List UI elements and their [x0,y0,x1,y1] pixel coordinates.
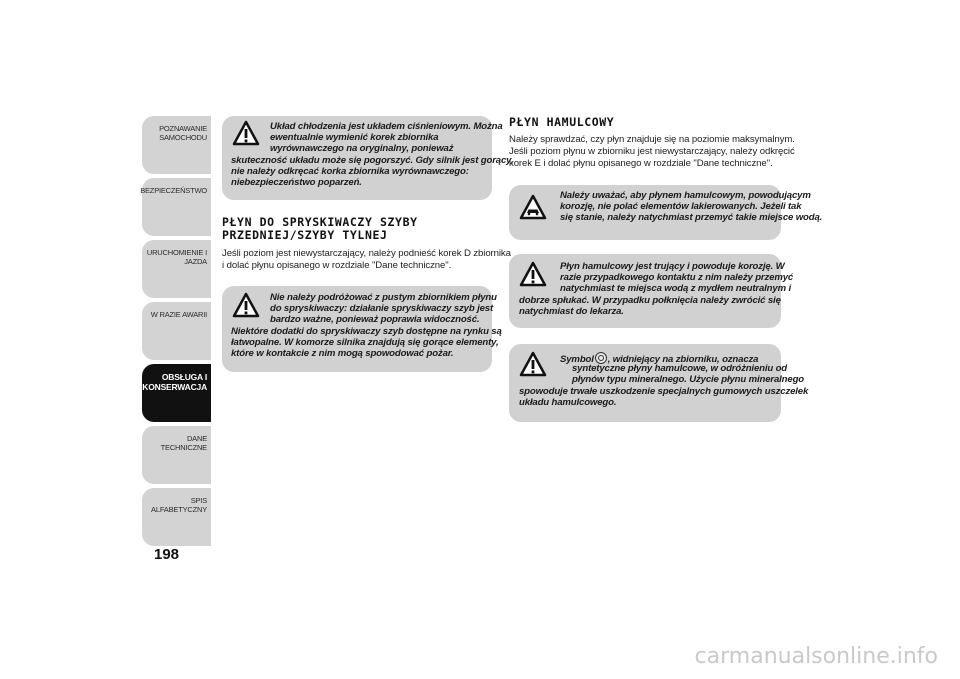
warning-line: skuteczność układu może się pogorszyć. Gdy silnik jest gorący, [231,155,514,166]
body-paragraph: Należy sprawdzać, czy płyn znajduje się na poziomie maksymalnym. [509,134,795,145]
tab-bezpieczenstwo[interactable] [142,178,211,236]
car-paint-warning-icon [519,194,547,220]
section-heading-brake-fluid: PŁYN HAMULCOWY [509,115,615,129]
warning-triangle-icon [232,292,260,318]
warning-line: Układ chłodzenia jest układem ciśnieniowym. Można [270,121,503,132]
warning-line: natychmiast do lekarza. [519,306,624,317]
tab-label: DANE TECHNICZNE [160,434,207,452]
warning-line: niebezpieczeństwo poparzeń. [231,177,362,188]
tab-spis-alfabetyczny[interactable] [142,488,211,546]
tab-label: URUCHOMIENIE I JAZDA [146,248,207,266]
tab-w-razie-awarii[interactable] [142,302,211,360]
warning-line: które w kontakcie z nim mogą spowodować pożar. [231,348,454,359]
note-line: korozję, nie polać elementów lakierowanych. Jeżeli tak [560,201,802,212]
tab-poznawanie-samochodu[interactable] [142,116,211,174]
tab-dane-techniczne[interactable] [142,426,211,484]
tab-label: W RAZIE AWARII [150,310,207,319]
note-line: się stanie, należy natychmiast przemyć takie miejsce wodą. [560,212,823,223]
body-paragraph: i dolać płynu opisanego w rozdziale "Dane techniczne". [222,260,452,271]
warning-line: płynów typu mineralnego. Użycie płynu mineralnego [572,374,805,385]
warning-line: dobrze spłukać. W przypadku połknięcia należy zwrócić się [519,295,781,306]
warning-line: Niektóre dodatki do spryskiwaczy szyb dostępne na rynku są [231,326,502,337]
body-paragraph: Jeśli poziom płynu w zbiorniku jest niewystarczający, należy odkręcić [509,146,795,157]
warning-line: układu hamulcowego. [519,397,617,408]
tab-label: POZNAWANIE SAMOCHODU [159,124,207,142]
section-heading-washer-fluid: PŁYN DO SPRYSKIWACZY SZYBY [222,215,418,229]
watermark: carmanualsonline.info [694,644,938,669]
warning-triangle-icon [519,261,547,287]
warning-line: nie należy odkręcać korka zbiornika wyrównawczego: [231,166,469,177]
warning-line: do spryskiwaczy: działanie spryskiwaczy szyb jest [270,303,494,314]
warning-line: bardzo ważne, ponieważ poprawia widoczność. [270,314,480,325]
body-paragraph: korek E i dolać płynu opisanego w rozdziale "Dane techniczne". [509,158,773,169]
warning-line: spowoduje trwałe uszkodzenie specjalnych gumowych uszczelek [519,386,809,397]
warning-text: Symbol [560,354,594,365]
warning-triangle-icon [519,351,547,377]
warning-line: Nie należy podróżować z pustym zbiornikiem płynu [270,292,497,303]
warning-line: łatwopalne. W komorze silnika znajdują się gorące elementy, [231,337,499,348]
warning-line: natychmiast te miejsca wodą z mydłem neutralnym i [560,283,791,294]
page-number: 198 [154,546,180,563]
tab-obsluga-i-konserwacja[interactable] [142,364,211,422]
body-paragraph: Jeśli poziom jest niewystarczający, należy podnieść korek D zbiornika [222,248,511,259]
tab-uruchomienie-i-jazda[interactable] [142,240,211,298]
warning-triangle-icon [232,120,260,146]
warning-line: syntetyczne płyny hamulcowe, w odróżnieniu od [572,363,788,374]
warning-line: wyrównawczego na oryginalny, ponieważ [270,143,454,154]
warning-line: razie przypadkowego kontaktu z nim należy przemyć [560,272,794,283]
warning-line: ewentualnie wymienić korek zbiornika [270,132,439,143]
tab-label: SPIS ALFABETYCZNY [151,496,207,514]
note-line: Należy uważać, aby płynem hamulcowym, powodującym [560,190,811,201]
warning-line: Płyn hamulcowy jest trujący i powoduje korozję. W [560,261,785,272]
warning-text: , widniejący na zbiorniku, oznacza [607,354,759,365]
section-heading-washer-fluid: PRZEDNIEJ/SZYBY TYLNEJ [222,228,388,242]
tab-label: OBSŁUGA I KONSERWACJA [142,372,208,392]
tab-label: BEZPIECZEŃSTWO [140,186,207,195]
